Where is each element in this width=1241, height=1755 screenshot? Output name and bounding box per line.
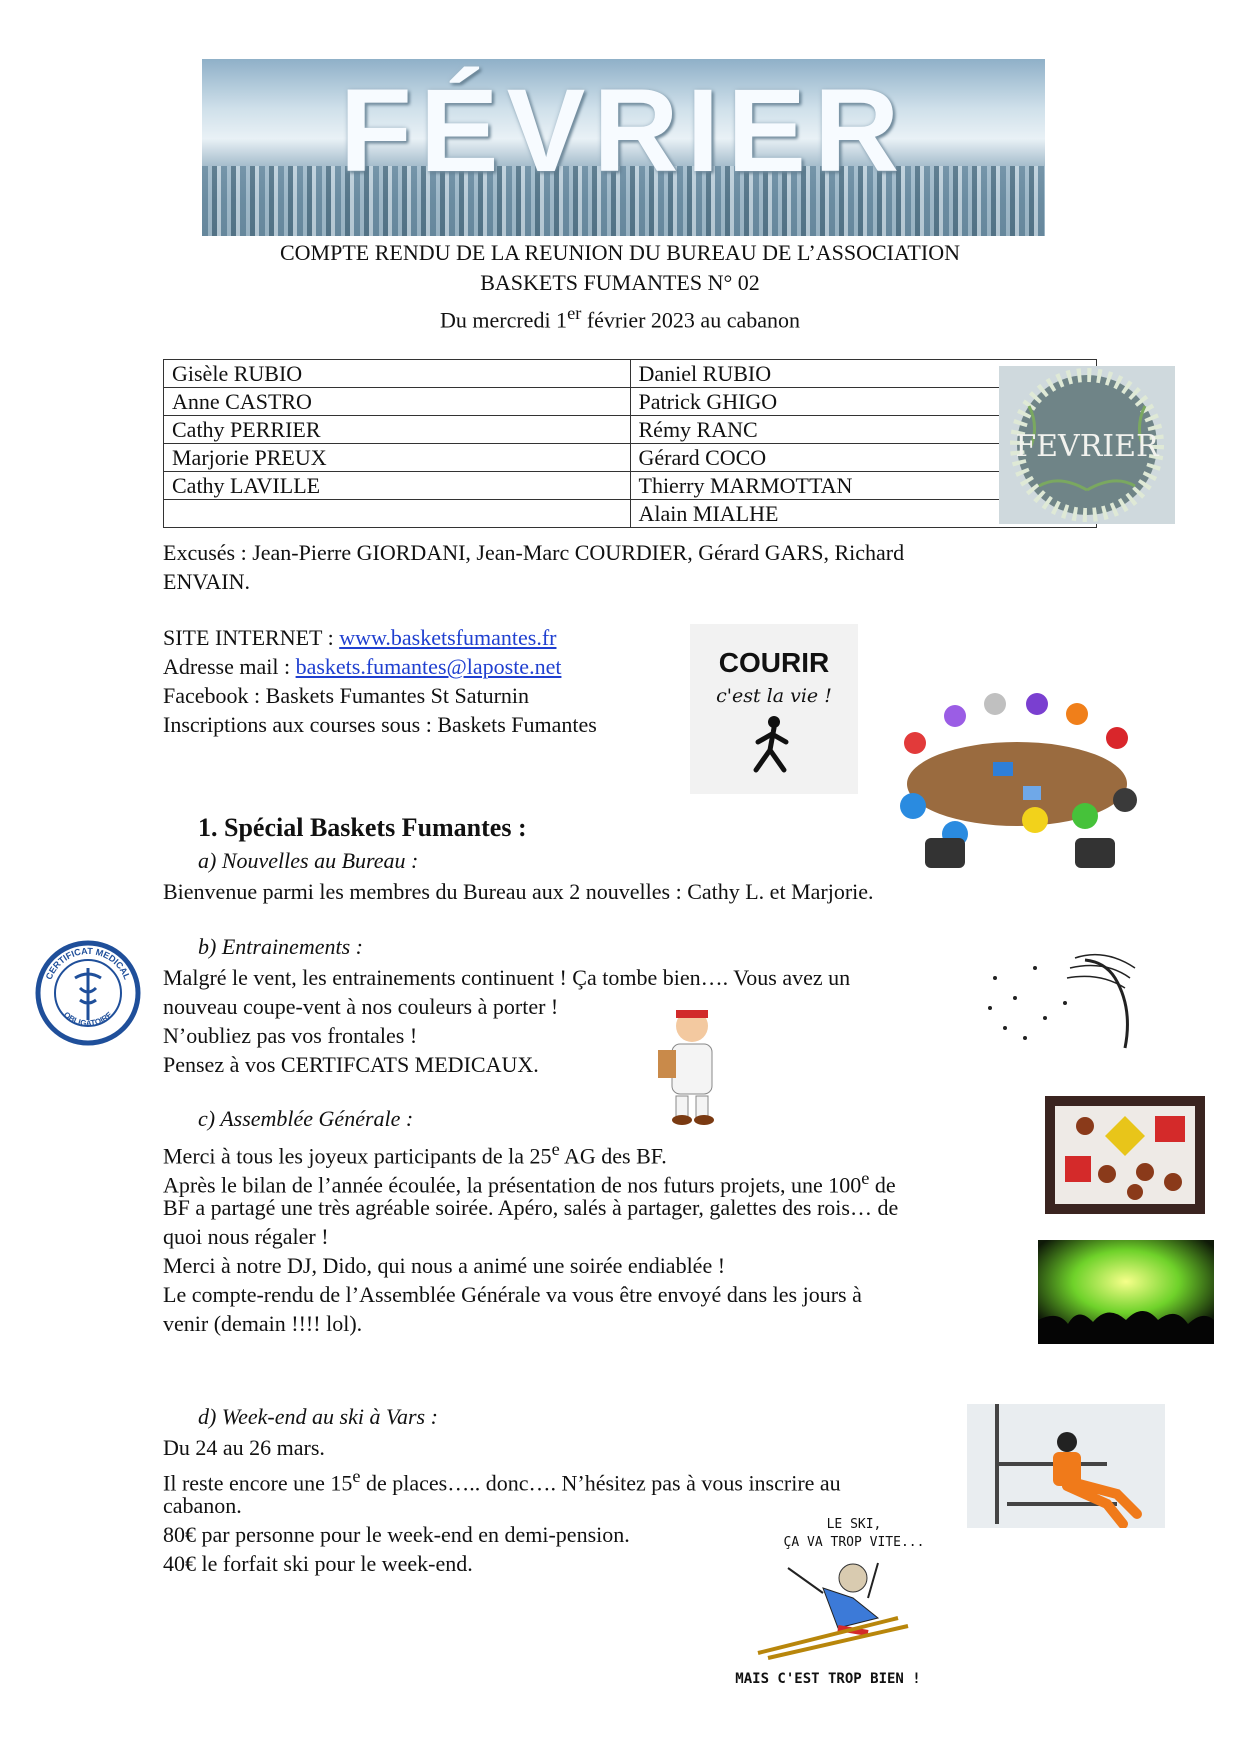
subsection-d-line2 [163, 1462, 841, 1497]
subsection-d-line3: cabanon. [163, 1493, 242, 1518]
report-title-line1: COMPTE RENDU DE LA REUNION DU BUREAU DE L’ASSOCIATION [280, 240, 960, 265]
mail-line [163, 652, 561, 681]
member-cell: Thierry MARMOTTAN [630, 472, 1097, 500]
certificat-top-text: CERTIFICAT MEDICAL [43, 945, 133, 982]
courir-title: COURIR [718, 647, 830, 678]
wind-image [975, 948, 1165, 1052]
banner-title: FÉVRIER [339, 65, 908, 197]
member-cell: Marjorie PREUX [164, 444, 631, 472]
subsection-a-title: a) Nouvelles au Bureau : [198, 848, 419, 873]
round-table-image [885, 688, 1149, 876]
certificat-medical-image [35, 940, 141, 1046]
date-suffix: février 2023 au cabanon [581, 307, 800, 333]
subsection-d-line4: 80€ par personne pour le week-end en demi-pension. [163, 1522, 630, 1547]
courir-subtitle: c'est la vie ! [716, 685, 832, 707]
d-line2-pre: Il reste encore une 15 [163, 1470, 353, 1496]
d-line2-sup: e [352, 1466, 361, 1486]
table-row [164, 500, 1097, 528]
c-line2-sup: e [861, 1168, 870, 1188]
subsection-d-line1: Du 24 au 26 mars. [163, 1435, 325, 1460]
site-link[interactable]: www.basketsfumantes.fr [339, 625, 557, 650]
ski-cartoon-graphic [728, 1508, 938, 1688]
mail-label: Adresse mail : [163, 654, 296, 679]
date-sup: er [567, 303, 582, 323]
inscriptions-line: Inscriptions aux courses sous : Baskets Fumantes [163, 712, 597, 737]
report-date-line [150, 298, 1090, 335]
excuses-line2: ENVAIN. [163, 569, 250, 594]
subsection-b-line3: N’oubliez pas vos frontales ! [163, 1023, 418, 1048]
member-cell: Daniel RUBIO [630, 360, 1097, 388]
member-cell [164, 500, 631, 528]
subsection-d-line5: 40€ le forfait ski pour le week-end. [163, 1551, 473, 1576]
subsection-a-text: Bienvenue parmi les membres du Bureau aux 2 nouvelles : Cathy L. et Marjorie. [163, 879, 874, 904]
facebook-line: Facebook : Baskets Fumantes St Saturnin [163, 683, 530, 708]
table-row [164, 472, 1097, 500]
round-table-graphic [885, 688, 1149, 876]
member-cell: Cathy PERRIER [164, 416, 631, 444]
subsection-c-line6: Le compte-rendu de l’Assemblée Générale va vous être envoyé dans les jours à [163, 1282, 862, 1307]
table-row [164, 444, 1097, 472]
certificat-graphic [35, 940, 141, 1046]
members-table [163, 359, 1097, 528]
doctor-graphic [652, 1004, 726, 1126]
wind-graphic [975, 948, 1165, 1052]
c-line1-post: AG des BF. [559, 1143, 667, 1169]
site-label: SITE INTERNET : [163, 625, 340, 650]
courir-graphic [690, 624, 858, 794]
table-row [164, 388, 1097, 416]
ski-caption-top2: ÇA VA TROP VITE... [783, 1535, 925, 1550]
date-prefix: Du mercredi 1 [440, 307, 568, 333]
section-title: 1. Spécial Baskets Fumantes : [198, 813, 527, 842]
c-line2-post: de [869, 1172, 896, 1198]
ski-cartoon-image [728, 1508, 938, 1688]
certificat-bottom-text: OBLIGATOIRE [61, 1010, 115, 1028]
fevrier-badge-graphic [999, 366, 1175, 524]
ski-caption-top1: LE SKI, [826, 1517, 882, 1532]
d-line2-post: de places….. donc…. N’hésitez pas à vous inscrire au [360, 1470, 841, 1496]
subsection-c-line4: quoi nous régaler ! [163, 1224, 329, 1249]
ski-caption-bottom: MAIS C'EST TROP BIEN ! [735, 1671, 921, 1687]
subsection-b-line1: Malgré le vent, les entrainements continuent ! Ça tombe bien…. Vous avez un [163, 965, 851, 990]
member-cell: Gérard COCO [630, 444, 1097, 472]
ski-lift-photo [967, 1404, 1165, 1528]
subsection-b-line4: Pensez à vos CERTIFCATS MEDICAUX. [163, 1052, 539, 1077]
member-cell: Patrick GHIGO [630, 388, 1097, 416]
c-line1-sup: e [551, 1139, 560, 1159]
c-line2-pre: Après le bilan de l’année écoulée, la présentation de nos futurs projets, une 100 [163, 1172, 862, 1198]
doctor-image [652, 1004, 726, 1126]
subsection-c-line7: venir (demain !!!! lol). [163, 1311, 363, 1336]
subsection-b-title: b) Entrainements : [198, 934, 363, 959]
excuses-line1: Excusés : Jean-Pierre GIORDANI, Jean-Marc COURDIER, Gérard GARS, Richard [163, 540, 905, 565]
fevrier-banner-image [202, 59, 1045, 236]
table-row [164, 416, 1097, 444]
party-photo [1038, 1240, 1214, 1344]
ski-lift-graphic [967, 1404, 1165, 1528]
badge-text: FEVRIER [1015, 429, 1159, 464]
galettes-graphic [1045, 1096, 1205, 1214]
subsection-c-line5: Merci à notre DJ, Dido, qui nous a animé une soirée endiablée ! [163, 1253, 726, 1278]
subsection-c-title: c) Assemblée Générale : [198, 1106, 414, 1131]
c-line1-pre: Merci à tous les joyeux participants de la 25 [163, 1143, 552, 1169]
subsection-d-title: d) Week-end au ski à Vars : [198, 1404, 438, 1429]
member-cell: Alain MIALHE [630, 500, 1097, 528]
fevrier-badge-image [999, 366, 1175, 524]
member-cell: Anne CASTRO [164, 388, 631, 416]
subsection-b-line2: nouveau coupe-vent à nos couleurs à porter ! [163, 994, 559, 1019]
report-title-line2: BASKETS FUMANTES N° 02 [480, 270, 760, 295]
table-row [164, 360, 1097, 388]
member-cell: Gisèle RUBIO [164, 360, 631, 388]
mail-link[interactable]: baskets.fumantes@laposte.net [295, 654, 562, 679]
member-cell: Cathy LAVILLE [164, 472, 631, 500]
party-graphic [1038, 1240, 1214, 1344]
member-cell: Rémy RANC [630, 416, 1097, 444]
site-line [163, 623, 556, 652]
subsection-c-line3: BF a partagé une très agréable soirée. Apéro, salés à partager, galettes des rois… de [163, 1195, 899, 1220]
courir-image [690, 624, 858, 794]
galettes-photo [1045, 1096, 1205, 1214]
